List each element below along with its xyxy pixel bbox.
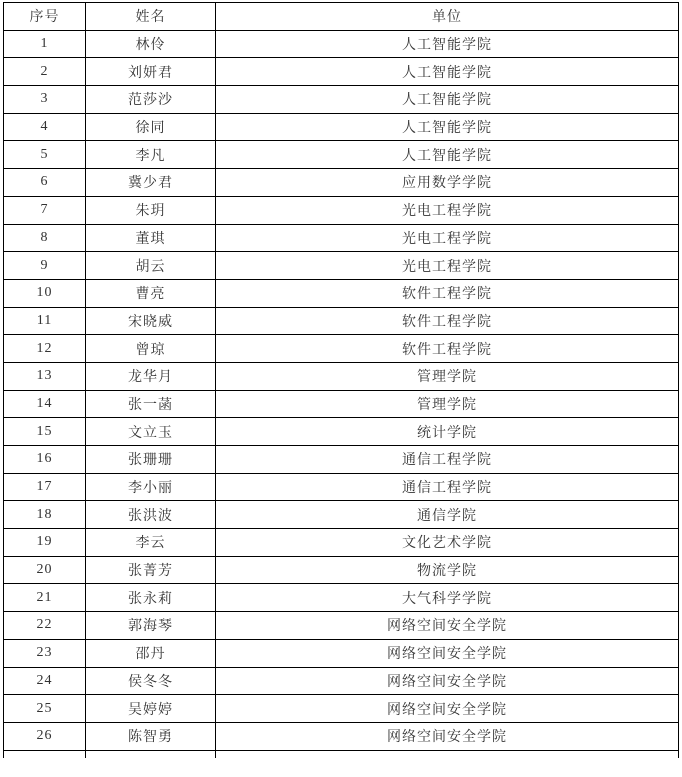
table-row: [4, 335, 679, 363]
cell-unit: [216, 750, 679, 758]
cell-no: 9: [4, 252, 86, 280]
cell-unit: 管理学院: [216, 390, 679, 418]
table-row-partial: [4, 750, 679, 758]
column-header-unit: 单位: [216, 3, 679, 31]
cell-unit: 人工智能学院: [216, 30, 679, 58]
cell-unit: 通信工程学院: [216, 446, 679, 474]
cell-unit: 大气科学学院: [216, 584, 679, 612]
cell-no: 4: [4, 113, 86, 141]
cell-name: 张一菡: [86, 390, 216, 418]
cell-name: 范莎沙: [86, 86, 216, 114]
cell-no: 12: [4, 335, 86, 363]
cell-name: 吴婷婷: [86, 695, 216, 723]
cell-no: 25: [4, 695, 86, 723]
roster-table: [3, 2, 679, 758]
table-row: [4, 695, 679, 723]
cell-no: 3: [4, 86, 86, 114]
cell-unit: 统计学院: [216, 418, 679, 446]
cell-no: 8: [4, 224, 86, 252]
cell-name: 侯冬冬: [86, 667, 216, 695]
cell-name: 朱玥: [86, 196, 216, 224]
column-header-name: 姓名: [86, 3, 216, 31]
cell-name: 宋晓威: [86, 307, 216, 335]
table-row: [4, 529, 679, 557]
cell-no: 19: [4, 529, 86, 557]
cell-no: 23: [4, 639, 86, 667]
cell-unit: 文化艺术学院: [216, 529, 679, 557]
column-header-no: 序号: [4, 3, 86, 31]
table-row: [4, 501, 679, 529]
cell-name: 郭海琴: [86, 612, 216, 640]
cell-no: 7: [4, 196, 86, 224]
cell-no: 21: [4, 584, 86, 612]
cell-name: 龙华月: [86, 362, 216, 390]
cell-unit: 网络空间安全学院: [216, 667, 679, 695]
cell-unit: 光电工程学院: [216, 196, 679, 224]
cell-no: 16: [4, 446, 86, 474]
cell-no: 14: [4, 390, 86, 418]
table-row: [4, 639, 679, 667]
cell-no: 1: [4, 30, 86, 58]
table-row: [4, 446, 679, 474]
cell-no: 18: [4, 501, 86, 529]
cell-unit: 人工智能学院: [216, 141, 679, 169]
cell-name: 陈智勇: [86, 722, 216, 750]
cell-name: 邵丹: [86, 639, 216, 667]
cell-no: 5: [4, 141, 86, 169]
cell-unit: 通信工程学院: [216, 473, 679, 501]
cell-no: [4, 750, 86, 758]
cell-unit: 软件工程学院: [216, 335, 679, 363]
cell-unit: 光电工程学院: [216, 252, 679, 280]
cell-no: 6: [4, 169, 86, 197]
cell-name: 李凡: [86, 141, 216, 169]
table-row: [4, 362, 679, 390]
table-row: [4, 30, 679, 58]
table-row: [4, 307, 679, 335]
header-row: [4, 3, 679, 31]
cell-name: 文立玉: [86, 418, 216, 446]
cell-unit: 网络空间安全学院: [216, 695, 679, 723]
cell-name: 张菁芳: [86, 556, 216, 584]
cell-name: 张洪波: [86, 501, 216, 529]
table-row: [4, 418, 679, 446]
table-row: [4, 141, 679, 169]
cell-no: 15: [4, 418, 86, 446]
table-row: [4, 612, 679, 640]
cell-no: 11: [4, 307, 86, 335]
cell-name: 李云: [86, 529, 216, 557]
cell-name: 曾琼: [86, 335, 216, 363]
table-row: [4, 390, 679, 418]
table-row: [4, 58, 679, 86]
cell-no: 13: [4, 362, 86, 390]
cell-unit: 网络空间安全学院: [216, 722, 679, 750]
table-row: [4, 556, 679, 584]
cell-name: 曹亮: [86, 279, 216, 307]
cell-no: 10: [4, 279, 86, 307]
cell-unit: 软件工程学院: [216, 307, 679, 335]
table-row: [4, 196, 679, 224]
cell-name: 冀少君: [86, 169, 216, 197]
cell-no: 22: [4, 612, 86, 640]
cell-no: 24: [4, 667, 86, 695]
cell-unit: 网络空间安全学院: [216, 612, 679, 640]
cell-unit: 光电工程学院: [216, 224, 679, 252]
cell-unit: 管理学院: [216, 362, 679, 390]
cell-name: 刘妍君: [86, 58, 216, 86]
cell-name: 徐同: [86, 113, 216, 141]
table-row: [4, 169, 679, 197]
table-row: [4, 722, 679, 750]
table-row: [4, 279, 679, 307]
cell-name: 胡云: [86, 252, 216, 280]
cell-unit: 应用数学学院: [216, 169, 679, 197]
table-row: [4, 473, 679, 501]
table-row: [4, 86, 679, 114]
table-row: [4, 224, 679, 252]
cell-name: 林伶: [86, 30, 216, 58]
table-row: [4, 584, 679, 612]
cell-no: 20: [4, 556, 86, 584]
cell-unit: 人工智能学院: [216, 58, 679, 86]
cell-name: 董琪: [86, 224, 216, 252]
cell-name: [86, 750, 216, 758]
cell-unit: 物流学院: [216, 556, 679, 584]
table-row: [4, 667, 679, 695]
cell-unit: 人工智能学院: [216, 113, 679, 141]
cell-unit: 通信学院: [216, 501, 679, 529]
table-row: [4, 113, 679, 141]
cell-name: 张永莉: [86, 584, 216, 612]
cell-no: 17: [4, 473, 86, 501]
cell-unit: 软件工程学院: [216, 279, 679, 307]
cell-no: 2: [4, 58, 86, 86]
cell-name: 李小丽: [86, 473, 216, 501]
cell-no: 26: [4, 722, 86, 750]
cell-unit: 网络空间安全学院: [216, 639, 679, 667]
cell-name: 张珊珊: [86, 446, 216, 474]
table-row: [4, 252, 679, 280]
cell-unit: 人工智能学院: [216, 86, 679, 114]
